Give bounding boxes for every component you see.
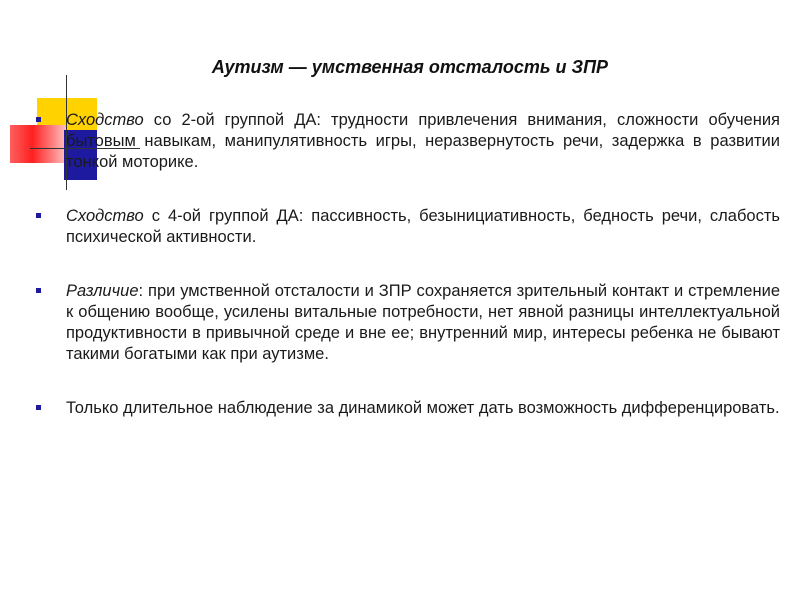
item-text: со 2-ой группой ДА: трудности привлечения внимания, сложности обучения бытовым навыкам, манипулятивность игры, неразвернутость речи, задержка в развитии тонкой моторике. [66,111,780,171]
item-lead: Сходство [66,111,144,129]
bullet-item-difference [36,281,780,365]
item-lead: Сходство [66,207,144,225]
bullet-item-similarity-group-2 [36,110,780,173]
bullet-icon [36,117,41,122]
bullet-icon [36,288,41,293]
item-lead: Различие [66,282,139,300]
bullet-item-conclusion [36,398,780,419]
bullet-list [36,110,780,419]
slide-title: Аутизм — умственная отсталость и ЗПР [211,57,609,77]
bullet-icon [36,405,41,410]
item-text: с 4-ой группой ДА: пассивность, безынициативность, бедность речи, слабость психической активности. [66,207,780,246]
bullet-icon [36,213,41,218]
bullet-item-similarity-group-4 [36,206,780,248]
item-text: Только длительное наблюдение за динамикой может дать возможность дифференцировать. [66,399,780,417]
item-text: : при умственной отсталости и ЗПР сохраняется зрительный контакт и стремление к общению вообще, усилены витальные потребности, нет явной разницы интеллектуальной продуктивности в привычной среде и вне ее; внутренний мир, интересы ребенка не бывают такими богатыми как при аутизме. [66,282,780,363]
